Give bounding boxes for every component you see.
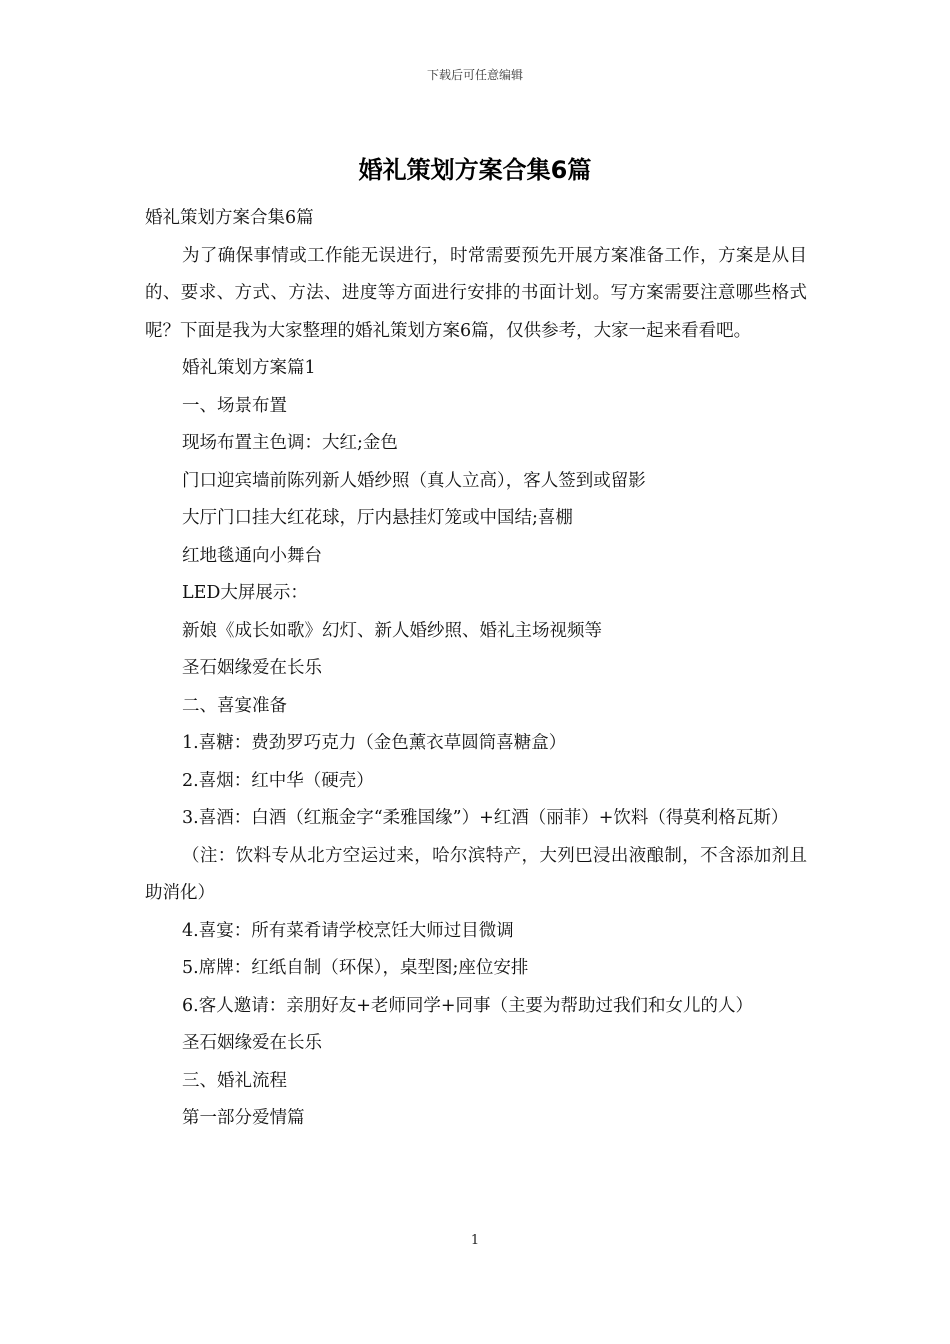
body-line: 圣石姻缘爱在长乐 xyxy=(182,1033,322,1053)
body-line: 门口迎宾墙前陈列新人婚纱照（真人立高），客人签到或留影 xyxy=(182,470,646,491)
list-item: 3.喜酒：白酒（红瓶金字“柔雅国缘”）+红酒（丽菲）+饮料（得莫利格瓦斯） xyxy=(182,808,789,828)
list-item: 5.席牌：红纸自制（环保），桌型图;座位安排 xyxy=(182,958,529,978)
list-item: 6.客人邀请：亲朋好友+老师同学+同事（主要为帮助过我们和女儿的人） xyxy=(182,995,754,1016)
body-line: LED大屏展示： xyxy=(182,583,308,603)
body-line: 新娘《成长如歌》幻灯、新人婚纱照、婚礼主场视频等 xyxy=(182,620,602,641)
intro-paragraph: 为了确保事情或工作能无误进行，时常需要预先开展方案准备工作，方案是从目的、要求、方式、方法、进度等方面进行安排的书面计划。写方案需要注意哪些格式呢？下面是我为大家整理的婚礼策划方案6篇，仅供参考，大家一起来看看吧。 xyxy=(145,245,807,341)
section-heading-banquet: 二、喜宴准备 xyxy=(182,695,287,716)
page-number: 1 xyxy=(470,1233,480,1248)
list-item: 4.喜宴：所有菜肴请学校烹饪大师过目微调 xyxy=(182,920,514,941)
header-note: 下载后可任意编辑 xyxy=(426,68,523,82)
body-line: 红地毯通向小舞台 xyxy=(182,545,322,566)
body-line: 大厅门口挂大红花球，厅内悬挂灯笼或中国结;喜棚 xyxy=(182,508,573,528)
section-heading-scene: 一、场景布置 xyxy=(182,395,287,416)
body-line: 现场布置主色调：大红;金色 xyxy=(182,433,398,453)
document-body xyxy=(145,200,807,1138)
list-item: 1.喜糖：费劲罗巧克力（金色薰衣草圆筒喜糖盒） xyxy=(182,733,567,753)
note-paragraph: （注：饮料专从北方空运过来，哈尔滨特产，大列巴浸出液酿制，不含添加剂且助消化） xyxy=(145,845,807,903)
document-subtitle: 婚礼策划方案合集6篇 xyxy=(145,208,314,228)
body-line: 圣石姻缘爱在长乐 xyxy=(182,658,322,678)
section-heading-part1: 婚礼策划方案篇1 xyxy=(182,358,316,378)
list-item: 2.喜烟：红中华（硬壳） xyxy=(182,770,374,791)
body-line: 第一部分爱情篇 xyxy=(182,1108,305,1128)
document-title: 婚礼策划方案合集6篇 xyxy=(358,156,592,184)
section-heading-process: 三、婚礼流程 xyxy=(182,1070,287,1091)
